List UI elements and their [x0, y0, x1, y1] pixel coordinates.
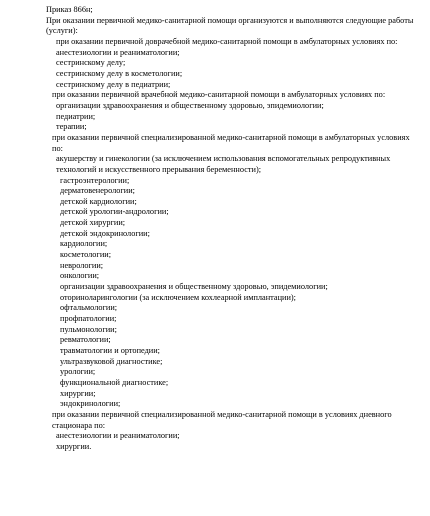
- document-line: анестезиологии и реаниматологии;: [56, 431, 180, 441]
- document-line: при оказании первичной врачебной медико-санитарной помощи в амбулаторных условиях по:: [52, 90, 386, 100]
- document-line: неврологии;: [60, 260, 104, 270]
- document-line: травматологии и ортопедии;: [60, 346, 160, 355]
- document-line: кардиологии;: [60, 239, 108, 249]
- document-line: хирургии;: [60, 388, 96, 398]
- document-line: детской кардиологии;: [60, 196, 137, 206]
- document-line: детской эндокринологии;: [60, 228, 150, 238]
- document-line: профпатологии;: [60, 314, 117, 324]
- document-line: при оказании первичной специализированной медико-санитарной помощи в условиях дневного стационара по:: [52, 409, 392, 430]
- document-line: оториноларингологии (за исключением кохлеарной имплантации);: [60, 292, 296, 302]
- document-line: организации здравоохранения и общественному здоровью, эпидемиологии;: [60, 282, 328, 292]
- document-line: организации здравоохранения и общественному здоровью, эпидемиологии;: [56, 100, 324, 110]
- document-line: сестринскому делу;: [56, 58, 126, 68]
- document-line: ревматологии;: [60, 335, 111, 345]
- document-line: косметологии;: [60, 250, 112, 260]
- document-line: Приказ 866н;: [46, 5, 93, 14]
- document-line: детской урологии-андрологии;: [60, 207, 169, 217]
- document-line: ультразвуковой диагностике;: [60, 356, 163, 366]
- document-line: при оказании первичной доврачебной медико-санитарной помощи в амбулаторных условиях по:: [56, 36, 398, 46]
- document-line: хирургии.: [56, 441, 92, 451]
- document-line: гастроэнтерологии;: [60, 175, 130, 185]
- document-line: терапии;: [56, 122, 87, 132]
- document-line: детской хирургии;: [60, 218, 126, 228]
- document-line: сестринскому делу в педиатрии;: [56, 79, 171, 89]
- document-line: онкологии;: [60, 271, 100, 281]
- document-line: анестезиологии и реаниматологии;: [56, 47, 180, 57]
- document-line: дерматовенерологии;: [60, 186, 135, 196]
- document-line: педиатрии;: [56, 111, 96, 121]
- document-line: акушерству и гинекологии (за исключением использования вспомогательных репродуктивных технологий и искусственного прерывания беременности);: [56, 154, 391, 174]
- document-line: пульмонологии;: [60, 324, 117, 334]
- document-line: офтальмологии;: [60, 303, 118, 313]
- document-line: урологии;: [60, 367, 96, 377]
- document-line: эндокринологии;: [60, 399, 121, 409]
- document-line: При оказании первичной медико-санитарной помощи организуются и выполняются следующие работы (услуги):: [46, 15, 414, 36]
- document-line: функциональной диагностике;: [60, 377, 169, 387]
- document-line: сестринскому делу в косметологии;: [56, 68, 183, 78]
- document-line: при оказании первичной специализированной медико-санитарной помощи в амбулаторных условиях по:: [52, 132, 410, 153]
